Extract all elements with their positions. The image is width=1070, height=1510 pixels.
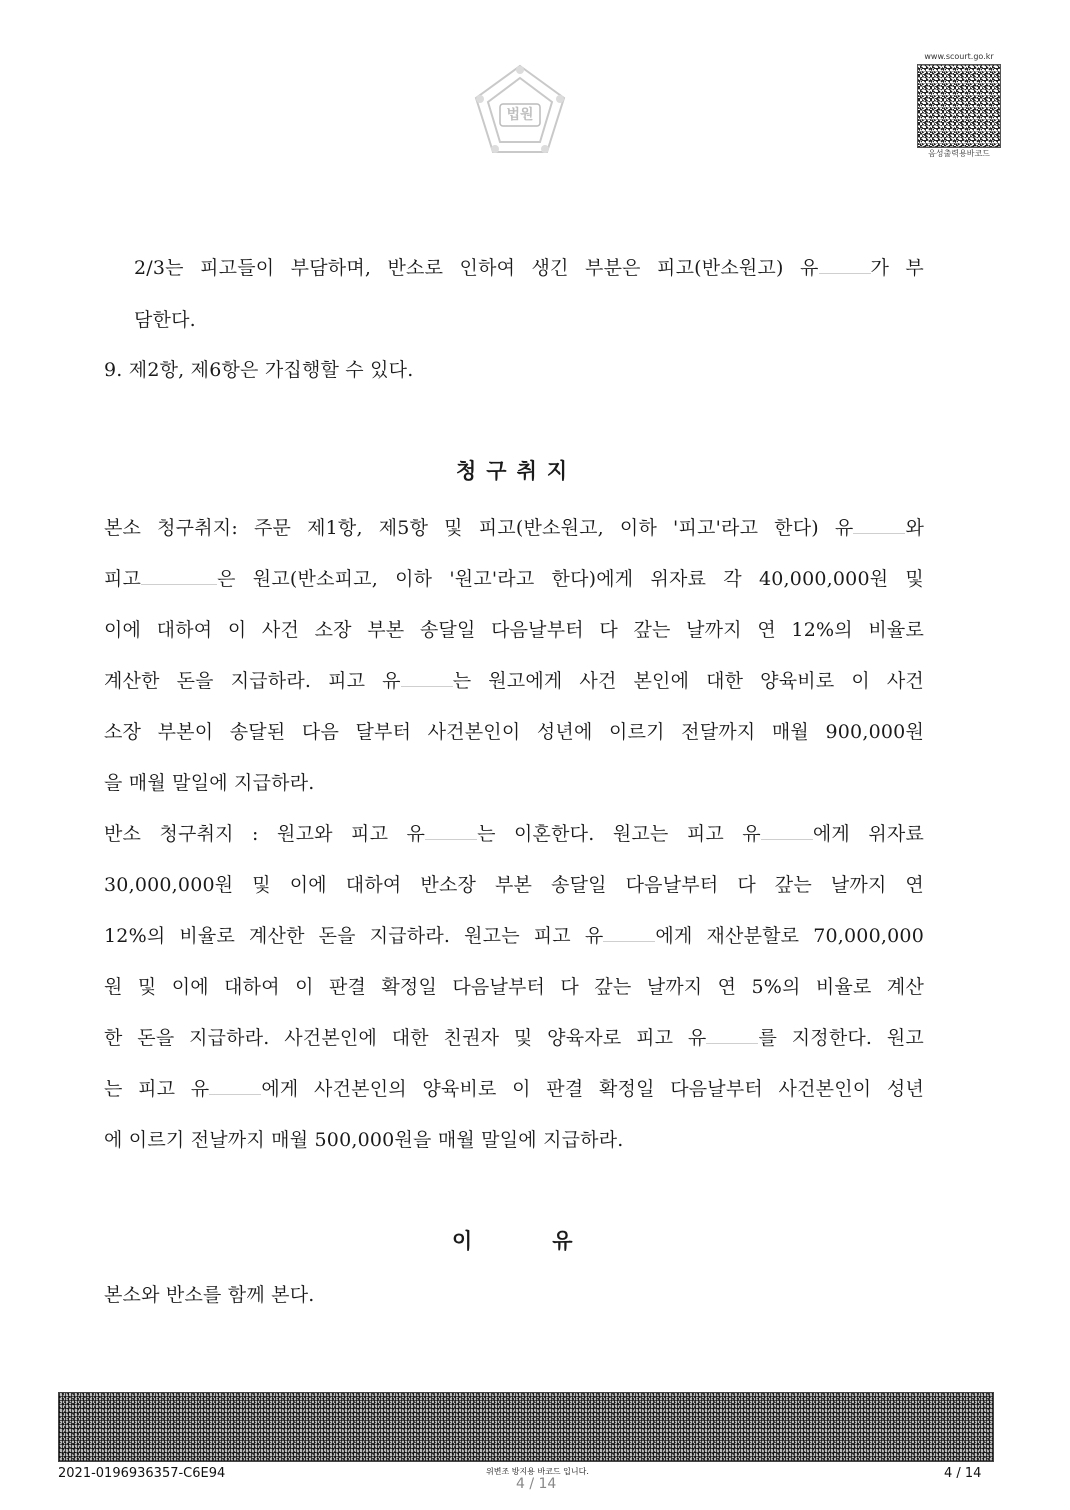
text-line: 담한다. xyxy=(134,309,196,331)
text-segment: 를 지정한다. 원고 xyxy=(758,1027,924,1049)
redacted-name xyxy=(425,839,477,840)
text-segment: 본소 청구취지: 주문 제1항, 제5항 및 피고(반소원고, 이하 '피고'라고 한다) 유 xyxy=(104,517,854,539)
redacted-name xyxy=(141,584,217,585)
text-segment: 반소 청구취지 : 원고와 피고 유 xyxy=(104,823,426,845)
heading-char: 이 xyxy=(452,1229,473,1253)
section-heading-reason xyxy=(452,1228,573,1254)
text-line xyxy=(104,1077,924,1101)
qr-caption: 음성출력용바코드 xyxy=(928,149,990,158)
seal-text: 법원 xyxy=(506,107,534,123)
redacted-name xyxy=(853,533,905,534)
page-number-center: 4 / 14 xyxy=(516,1476,557,1492)
text-line xyxy=(104,822,924,846)
text-line: 에 이르기 전날까지 매월 500,000원을 매월 말일에 지급하라. xyxy=(104,1129,624,1151)
text-segment: 2/3는 피고들이 부담하며, 반소로 인하여 생긴 부분은 피고(반소원고) 유 xyxy=(134,257,819,279)
text-segment: 계산한 돈을 지급하라. 피고 유 xyxy=(104,670,401,692)
text-line: 9. 제2항, 제6항은 가집행할 수 있다. xyxy=(104,359,414,381)
document-id: 2021-0196936357-C6E94 xyxy=(58,1466,226,1481)
text-line: 본소와 반소를 함께 본다. xyxy=(104,1284,315,1306)
qr-url-text: www.scourt.go.kr xyxy=(924,52,994,61)
redacted-name xyxy=(761,839,813,840)
text-segment: 와 xyxy=(905,517,924,539)
text-line: 을 매월 말일에 지급하라. xyxy=(104,772,315,794)
text-line xyxy=(134,256,924,280)
text-segment: 에게 사건본인의 양육비로 이 판결 확정일 다음날부터 사건본인이 성년 xyxy=(261,1078,924,1100)
text-line: 원 및 이에 대하여 이 판결 확정일 다음날부터 다 갚는 날까지 연 5%의 비율로 계산 xyxy=(104,976,924,998)
anti-forgery-barcode xyxy=(58,1392,994,1462)
text-segment: 는 피고 유 xyxy=(104,1078,210,1100)
text-segment: 은 원고(반소피고, 이하 '원고'라고 한다)에게 위자료 각 40,000,000원 및 xyxy=(217,568,924,590)
text-line xyxy=(104,567,924,591)
text-segment: 는 이혼한다. 원고는 피고 유 xyxy=(477,823,761,845)
text-segment: 피고 xyxy=(104,568,142,590)
text-segment: 에게 위자료 xyxy=(812,823,925,845)
qr-code-image xyxy=(917,64,1001,148)
text-segment: 에게 재산분할로 70,000,000 xyxy=(655,925,924,947)
text-line: 이에 대하여 이 사건 소장 부본 송달일 다음날부터 다 갚는 날까지 연 12%의 비율로 xyxy=(104,619,924,641)
text-segment: 는 원고에게 사건 본인에 대한 양육비로 이 사건 xyxy=(452,670,924,692)
section-heading-claim: 청구취지 xyxy=(456,459,578,483)
text-line xyxy=(104,669,924,693)
qr-code-block xyxy=(916,52,1002,160)
page-number: 4 / 14 xyxy=(944,1466,982,1481)
text-line xyxy=(104,1026,924,1050)
heading-char: 유 xyxy=(552,1229,573,1253)
redacted-name xyxy=(819,273,871,274)
text-segment: 한 돈을 지급하라. 사건본인에 대한 친권자 및 양육자로 피고 유 xyxy=(104,1027,707,1049)
redacted-name xyxy=(603,941,655,942)
text-line: 소장 부본이 송달된 다음 달부터 사건본인이 성년에 이르기 전달까지 매월 900,000원 xyxy=(104,721,924,743)
redacted-name xyxy=(706,1043,758,1044)
barcode-notice: 위변조 방지용 바코드 입니다. xyxy=(486,1467,589,1476)
text-segment: 가 부 xyxy=(870,257,924,279)
text-line: 30,000,000원 및 이에 대하여 반소장 부본 송달일 다음날부터 다 갚는 날까지 연 xyxy=(104,874,924,896)
text-segment: 12%의 비율로 계산한 돈을 지급하라. 원고는 피고 유 xyxy=(104,925,604,947)
redacted-name xyxy=(209,1094,261,1095)
text-line xyxy=(104,516,924,540)
text-line xyxy=(104,924,924,948)
redacted-name xyxy=(401,686,453,687)
court-seal-emblem xyxy=(470,62,570,162)
